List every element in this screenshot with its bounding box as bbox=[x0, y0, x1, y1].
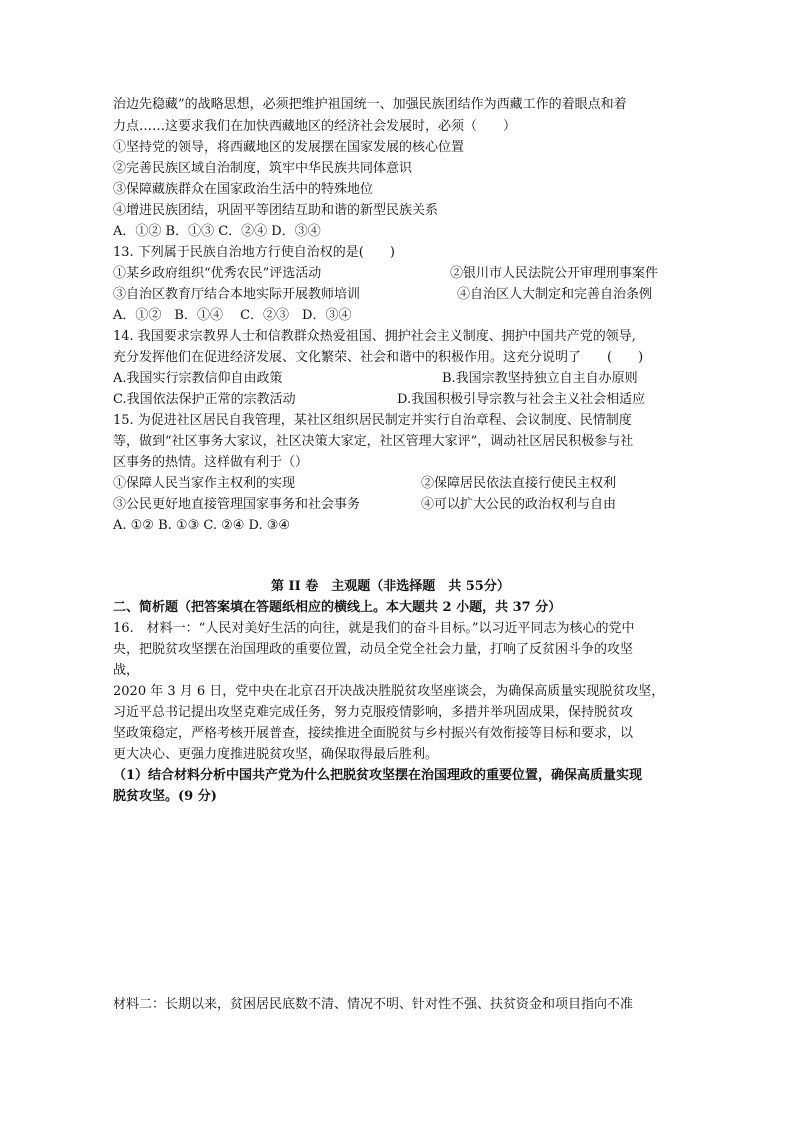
q11-option-1: ①坚持党的领导，将西藏地区的发展摆在国家发展的核心位置 bbox=[113, 140, 465, 155]
q14-stem-line1: 14. 我国要求宗教界人士和信教群众热爱祖国、拥护社会主义制度、拥护中国共产党的领导, bbox=[113, 329, 636, 344]
q16-subquestion-1-line1: （1）结合材料分析中国共产党为什么把脱贫攻坚摆在治国理政的重要位置，确保高质量实现 bbox=[113, 768, 643, 783]
q16-subquestion-1-line2: 脱贫攻坚。(9 分) bbox=[113, 789, 217, 804]
q13-stem: 13. 下列属于民族自治地方行使自治权的是( ) bbox=[113, 245, 395, 260]
q15-stem-line3: 区事务的热情。这样做有利于（） bbox=[113, 455, 309, 470]
q13-option-3: ③自治区教育厅结合本地实际开展教师培训 bbox=[113, 287, 361, 302]
q11-answers: A．①② B．①③ C．②④ D．③④ bbox=[113, 224, 321, 239]
q13-option-4: ④自治区人大制定和完善自治条例 bbox=[457, 287, 653, 302]
q16-line5: 习近平总书记提出攻坚克难完成任务，努力克服疫情影响，多措并举巩固成果，保持脱贫攻 bbox=[113, 705, 634, 720]
q11-option-4: ④增进民族团结，巩固平等团结互助和谐的新型民族关系 bbox=[113, 203, 439, 218]
q15-stem-line2: 等，做到“社区事务大家议，社区决策大家定，社区管理大家评”，调动社区居民积极参与社 bbox=[113, 434, 634, 449]
q11-stem-line1: 治边先稳藏”的战略思想，必须把维护祖国统一、加强民族团结作为西藏工作的着眼点和着 bbox=[113, 97, 627, 112]
q13-answers: A．①② B．①④ C．②③ D．③④ bbox=[113, 308, 352, 323]
q13-option-2: ②银川市人民法院公开审理刑事案件 bbox=[450, 266, 659, 281]
q14-option-c: C.我国依法保护正常的宗教活动 bbox=[113, 392, 296, 407]
q16-line4: 2020 年 3 月 6 日，党中央在北京召开决战决胜脱贫攻坚座谈会，为确保高质量实现脱贫攻坚， bbox=[113, 684, 665, 699]
part2-title: 第 II 卷 主观题（非选择题 共 55分） bbox=[271, 579, 510, 594]
q13-option-1: ①某乡政府组织“优秀农民”评选活动 bbox=[113, 266, 322, 281]
section-title: 二、简析题（把答案填在答题纸相应的横线上。本大题共 2 小题，共 37 分） bbox=[113, 600, 562, 615]
q15-answers: A. ①② B. ①③ C. ②④ D. ③④ bbox=[113, 518, 291, 533]
q15-option-1: ①保障人民当家作主权利的实现 bbox=[113, 476, 296, 491]
q15-option-2: ②保障居民依法直接行使民主权利 bbox=[421, 476, 617, 491]
q14-option-d: D.我国积极引导宗教与社会主义社会相适应 bbox=[397, 392, 646, 407]
q16-line3: 战， bbox=[113, 663, 140, 678]
q15-option-3: ③公民更好地直接管理国家事务和社会事务 bbox=[113, 497, 361, 512]
q16-line1: 16. 材料一：“人民对美好生活的向往，就是我们的奋斗目标。”以习近平同志为核心的党中 bbox=[113, 621, 635, 636]
q11-option-2: ②完善民族区域自治制度，筑牢中华民族共同体意识 bbox=[113, 161, 413, 176]
q15-option-4: ④可以扩大公民的政治权利与自由 bbox=[421, 497, 617, 512]
q11-option-3: ③保障藏族群众在国家政治生活中的特殊地位 bbox=[113, 182, 374, 197]
q16-material-2: 材料二：长期以来，贫困居民底数不清、情况不明、针对性不强、扶贫资金和项目指向不准 bbox=[113, 997, 634, 1012]
q14-option-a: A.我国实行宗教信仰自由政策 bbox=[113, 371, 283, 386]
q16-line2: 央，把脱贫攻坚摆在治国理政的重要位置，动员全党全社会力量，打响了反贫困斗争的攻坚 bbox=[113, 642, 634, 657]
q14-stem-line2: 充分发挥他们在促进经济发展、文化繁荣、社会和谐中的积极作用。这充分说明了 ( ) bbox=[113, 350, 644, 365]
q16-line6: 坚政策稳定，严格考核开展普查，接续推进全面脱贫与乡村振兴有效衔接等目标和要求，以 bbox=[113, 726, 634, 741]
q15-stem-line1: 15. 为促进社区居民自我管理，某社区组织居民制定并实行自治章程、会议制度、民情制度 bbox=[113, 413, 632, 428]
q16-line7: 更大决心、更强力度推进脱贫攻坚，确保取得最后胜利。 bbox=[113, 747, 439, 762]
q11-stem-line2: 力点……这要求我们在加快西藏地区的经济社会发展时，必须（ ） bbox=[113, 119, 517, 134]
q14-option-b: B.我国宗教坚持独立自主自办原则 bbox=[442, 371, 638, 386]
